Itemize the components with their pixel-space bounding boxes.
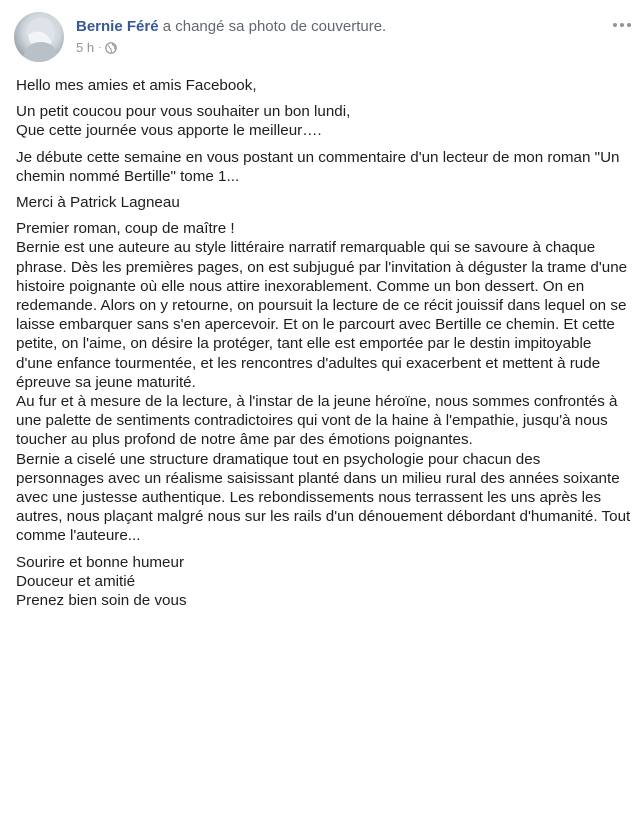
post-paragraph: Merci à Patrick Lagneau [16, 194, 180, 212]
post-header [14, 12, 634, 62]
post-body [16, 76, 632, 617]
more-horizontal-icon[interactable] [610, 16, 634, 34]
post-subtitle [76, 40, 386, 55]
post-timestamp-link[interactable]: 5 h [76, 40, 95, 55]
avatar[interactable] [14, 12, 64, 62]
globe-icon[interactable] [105, 42, 117, 54]
post-paragraph: Sourire et bonne humeur Douceur et amitié Prenez bien soin de vous [16, 553, 187, 610]
post-title-line [76, 18, 386, 36]
post-paragraph: Hello mes amies et amis Facebook, [16, 77, 257, 94]
post-paragraph: Je débute cette semaine en vous postant un commentaire d'un lecteur de mon roman "Un chemin nommé Bertille" tome 1... [16, 148, 620, 185]
separator-dot: · [98, 42, 102, 53]
author-name-link[interactable]: Bernie Féré [76, 18, 159, 35]
post-action-text: a changé sa photo de couverture. [162, 18, 387, 35]
post-paragraph: Premier roman, coup de maître ! Bernie est une auteure au style littéraire narratif remarquable qui se savoure à chaque phrase. Dès les premières pages, on est subjugué par l'invitation à déguster la trame d'une histoire poignante où elle nous attire inexorablement. Comme un bon dessert. On en redemande. Alors on y retourne, on poursuit la lecture de ce récit jouissif dans lequel on se laisse embarquer sans s'en apercevoir. Et on le parcourt avec Bertille ce chemin. Et cette petite, on l'aime, on désire la protéger, tant elle est emportée par le destin impitoyable d'une enfance tourmentée, et les rencontres d'adultes qui exacerbent et mettent à rude épreuve sa jeune maturité. Au fur et à mesure de la lecture, à l'instar de la jeune héroïne, nous sommes confrontés à une palette de sentiments contradictoires qui vont de la haine à l'empathie, jusqu'à nous toucher au plus profond de notre âme par des émotions poignantes. Bernie a ciselé une structure dramatique tout en psychologie pour chacun des personnages avec un réalisme saisissant planté dans un milieu rural des années soixante avec une justesse authentique. Les rebondissements nous terrassent les uns après les autres, nous plaçant malgré nous sur les rails d'un dénouement débordant d'humanité. Tout comme l'auteure... [16, 220, 631, 545]
profile-photo-icon [14, 12, 64, 62]
post-meta [76, 18, 386, 55]
post-paragraph: Un petit coucou pour vous souhaiter un bon lundi, Que cette journée vous apporte le meilleur…. [16, 103, 351, 140]
